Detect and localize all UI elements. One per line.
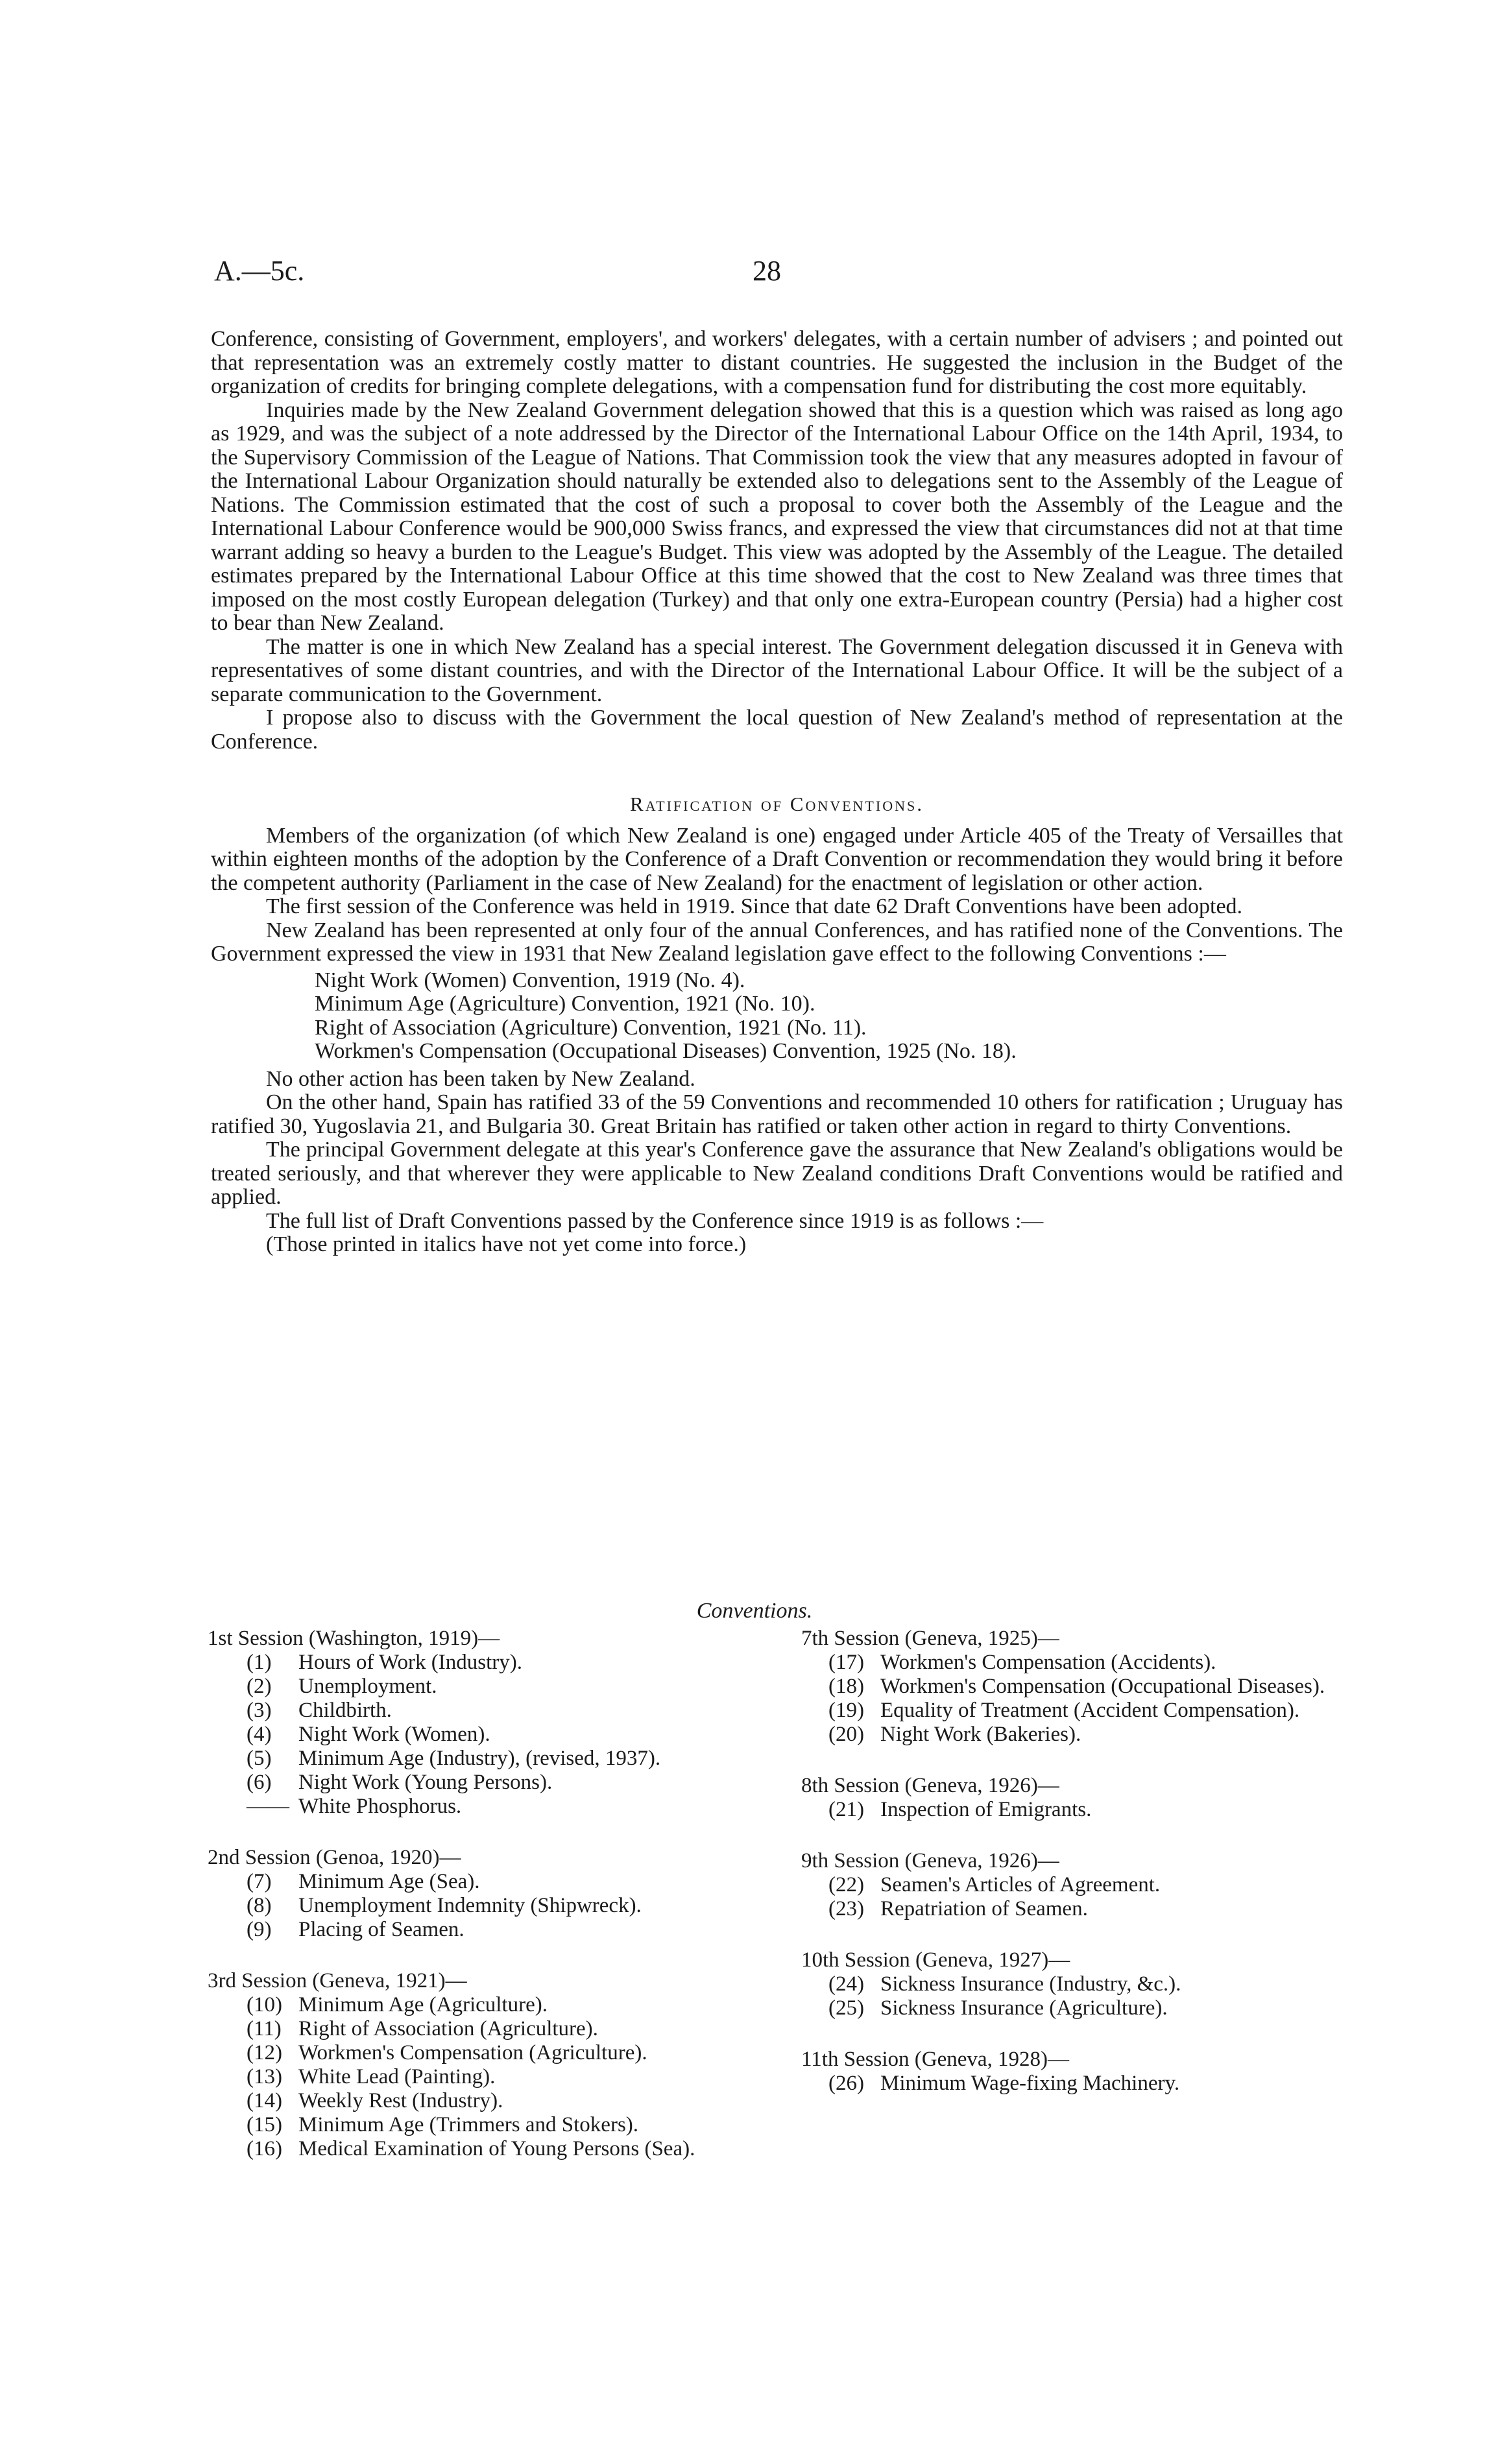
session-title: 9th Session (Geneva, 1926)— (801, 1849, 1059, 1872)
session-title: 8th Session (Geneva, 1926)— (801, 1774, 1059, 1797)
item-number: (6) (247, 1771, 272, 1794)
session-title: 11th Session (Geneva, 1928)— (801, 2048, 1070, 2071)
list-item (208, 1699, 772, 1723)
item-number: (13) (247, 2065, 282, 2088)
list-item (801, 1897, 1359, 1921)
item-text: Workmen's Compensation (Occupational Diseases). (880, 1675, 1325, 1698)
paragraph: The principal Government delegate at this year's Conference gave the assurance that New Zealand's obligations would be treated seriously, and that wherever they were applicable to New Zealand conditions Draft Conventions would be ratified and applied. (211, 1138, 1343, 1209)
item-text: Repatriation of Seamen. (880, 1897, 1088, 1920)
list-item (801, 1873, 1359, 1897)
item-number: (7) (247, 1870, 272, 1893)
item-text: Unemployment Indemnity (Shipwreck). (298, 1894, 642, 1917)
paragraph: The first session of the Conference was held in 1919. Since that date 62 Draft Conventions have been adopted. (266, 894, 1243, 918)
item-number: (9) (247, 1918, 272, 1941)
effect-conventions-list (315, 969, 1343, 1064)
paragraph: New Zealand has been represented at only four of the annual Conferences, and has ratified none of the Conventions. The Government expressed the view in 1931 that New Zealand legislation gave effect to the following Conventions :— (211, 918, 1343, 966)
item-number: (15) (247, 2113, 282, 2136)
list-item (801, 1972, 1359, 1996)
list-item (208, 1771, 772, 1795)
session-title: 3rd Session (Geneva, 1921)— (208, 1969, 467, 1992)
list-item (801, 2072, 1359, 2096)
item-text: Sickness Insurance (Industry, &c.). (880, 1972, 1181, 1996)
paragraph: Conference, consisting of Government, employers', and workers' delegates, with a certain number of advisers ; and pointed out that representation was an extremely costly matter to distant countries. He suggested the inclusion in the Budget of the organization of credits for bringing complete delegations, with a compensation fund for distributing the cost more equitably. (211, 327, 1343, 398)
conventions-left-column (208, 1627, 772, 2188)
page-header (214, 254, 1343, 306)
session-title: 1st Session (Washington, 1919)— (208, 1627, 500, 1650)
item-text: Workmen's Compensation (Agriculture). (298, 2041, 647, 2064)
item-number: (18) (828, 1675, 864, 1698)
paragraph: The full list of Draft Conventions passed by the Conference since 1919 is as follows :— (266, 1208, 1044, 1233)
item-text: Right of Association (Agriculture). (298, 2017, 598, 2040)
paragraph: On the other hand, Spain has ratified 33 of the 59 Conventions and recommended 10 others for ratification ; Uruguay has ratified 30, Yugoslavia 21, and Bulgaria 30. Great Britain has ratified or taken other action in regard to thirty Conventions. (211, 1090, 1343, 1138)
item-number: (17) (828, 1651, 864, 1674)
item-number: (3) (247, 1699, 272, 1722)
item-number: (4) (247, 1723, 272, 1746)
list-item (801, 1651, 1359, 1675)
list-item (801, 1996, 1359, 2020)
item-text: Night Work (Bakeries). (880, 1723, 1081, 1746)
item-text: Minimum Age (Trimmers and Stokers). (298, 2113, 639, 2136)
session-block (801, 2048, 1359, 2096)
page-number: 28 (753, 255, 781, 287)
list-item (208, 2041, 772, 2065)
list-item (208, 1918, 772, 1942)
paragraph: Inquiries made by the New Zealand Government delegation showed that this is a question which was raised as long ago as 1929, and was the subject of a note addressed by the Director of the International Labour Office on the 14th April, 1934, to the Supervisory Commission of the League of Nations. That Commission took the view that any measures adopted in favour of the International Labour Organization should naturally be extended also to delegations sent to the Assembly of the League of Nations. The Commission estimated that the cost of such a proposal to cover both the Assembly of the League and the International Labour Conference would be 900,000 Swiss francs, and expressed the view that circumstances did not at that time warrant adding so heavy a burden to the League's Budget. This view was adopted by the Assembly of the League. The detailed estimates prepared by the International Labour Office at this time showed that the cost to New Zealand was three times that imposed on the most costly European delegation (Turkey) and that only one extra-European country (Persia) had a higher cost to bear than New Zealand. (211, 398, 1343, 635)
item-text: Medical Examination of Young Persons (Sea). (298, 2137, 695, 2160)
item-text: Night Work (Women). (298, 1723, 490, 1746)
paragraph: (Those printed in italics have not yet come into force.) (266, 1232, 747, 1256)
item-number: (16) (247, 2137, 282, 2160)
item-text: Workmen's Compensation (Accidents). (880, 1651, 1216, 1674)
item-number: (22) (828, 1873, 864, 1896)
list-item (208, 1675, 772, 1699)
item-number: (11) (247, 2017, 282, 2040)
list-item (208, 1894, 772, 1918)
list-item (801, 1798, 1359, 1822)
item-text: Night Work (Young Persons). (298, 1771, 553, 1794)
list-item: Night Work (Women) Convention, 1919 (No. 4). (315, 968, 745, 992)
session-block (801, 1948, 1359, 2020)
list-item (208, 2065, 772, 2089)
list-item (208, 1795, 772, 1819)
item-text: Minimum Age (Agriculture). (298, 1993, 548, 2016)
document-reference: A.—5c. (214, 255, 305, 287)
item-number: (26) (828, 2072, 864, 2095)
item-number: (10) (247, 1993, 282, 2016)
item-text: Minimum Wage-fixing Machinery. (880, 2072, 1180, 2095)
conventions-right-column (801, 1627, 1359, 2123)
paragraph: Members of the organization (of which New Zealand is one) engaged under Article 405 of the Treaty of Versailles that within eighteen months of the adoption by the Conference of a Draft Convention or recommendation they would bring it before the competent authority (Parliament in the case of New Zealand) for the enactment of legislation or other action. (211, 823, 1343, 895)
list-item (208, 1870, 772, 1894)
list-item (801, 1675, 1359, 1699)
list-item: Minimum Age (Agriculture) Convention, 1921 (No. 10). (315, 992, 815, 1016)
list-item (208, 1747, 772, 1771)
session-block (801, 1774, 1359, 1822)
item-text: Unemployment. (298, 1675, 437, 1698)
item-number: (12) (247, 2041, 282, 2064)
list-item (208, 2089, 772, 2113)
list-item (801, 1723, 1359, 1747)
session-block (801, 1849, 1359, 1921)
item-number: (8) (247, 1894, 272, 1917)
item-number: (1) (247, 1651, 272, 1674)
item-text: Inspection of Emigrants. (880, 1798, 1092, 1821)
session-title: 2nd Session (Genoa, 1920)— (208, 1846, 461, 1869)
list-item: Workmen's Compensation (Occupational Diseases) Convention, 1925 (No. 18). (315, 1039, 1017, 1063)
item-number: (25) (828, 1996, 864, 2020)
list-item (208, 2137, 772, 2161)
item-text: Sickness Insurance (Agriculture). (880, 1996, 1168, 2020)
item-text: Weekly Rest (Industry). (298, 2089, 503, 2112)
list-item (208, 1651, 772, 1675)
item-text: White Phosphorus. (298, 1795, 462, 1818)
list-item (208, 2113, 772, 2137)
body-text (211, 328, 1343, 1257)
item-number: (23) (828, 1897, 864, 1920)
item-text: Seamen's Articles of Agreement. (880, 1873, 1161, 1896)
session-title: 10th Session (Geneva, 1927)— (801, 1948, 1070, 1972)
section-heading (211, 793, 1343, 817)
item-text: White Lead (Painting). (298, 2065, 496, 2088)
item-number: (5) (247, 1747, 272, 1770)
item-number: (14) (247, 2089, 282, 2112)
item-number: —— (247, 1795, 289, 1818)
session-block (801, 1627, 1359, 1747)
item-number: (19) (828, 1699, 864, 1722)
conventions-title: Conventions. (696, 1599, 813, 1623)
session-block (208, 1969, 772, 2161)
item-text: Childbirth. (298, 1699, 392, 1722)
item-number: (20) (828, 1723, 864, 1746)
paragraph: The matter is one in which New Zealand has a special interest. The Government delegation discussed it in Geneva with representatives of some distant countries, and with the Director of the International Labour Office. It will be the subject of a separate communication to the Government. (211, 634, 1343, 706)
item-text: Placing of Seamen. (298, 1918, 465, 1941)
item-number: (21) (828, 1798, 864, 1821)
item-text: Minimum Age (Industry), (revised, 1937). (298, 1747, 661, 1770)
item-text: Minimum Age (Sea). (298, 1870, 480, 1893)
session-block (208, 1627, 772, 1819)
session-title: 7th Session (Geneva, 1925)— (801, 1627, 1059, 1650)
list-item (208, 1723, 772, 1747)
item-text: Hours of Work (Industry). (298, 1651, 523, 1674)
item-number: (2) (247, 1675, 272, 1698)
paragraph: I propose also to discuss with the Government the local question of New Zealand's method of representation at the Conference. (211, 706, 1343, 754)
list-item: Right of Association (Agriculture) Convention, 1921 (No. 11). (315, 1015, 867, 1040)
item-number: (24) (828, 1972, 864, 1996)
session-block (208, 1846, 772, 1942)
list-item (208, 1993, 772, 2017)
list-item (801, 1699, 1359, 1723)
item-text: Equality of Treatment (Accident Compensation). (880, 1699, 1300, 1722)
paragraph: No other action has been taken by New Zealand. (266, 1066, 695, 1091)
list-item (208, 2017, 772, 2041)
section-heading-text: Ratification of Conventions. (630, 793, 924, 815)
